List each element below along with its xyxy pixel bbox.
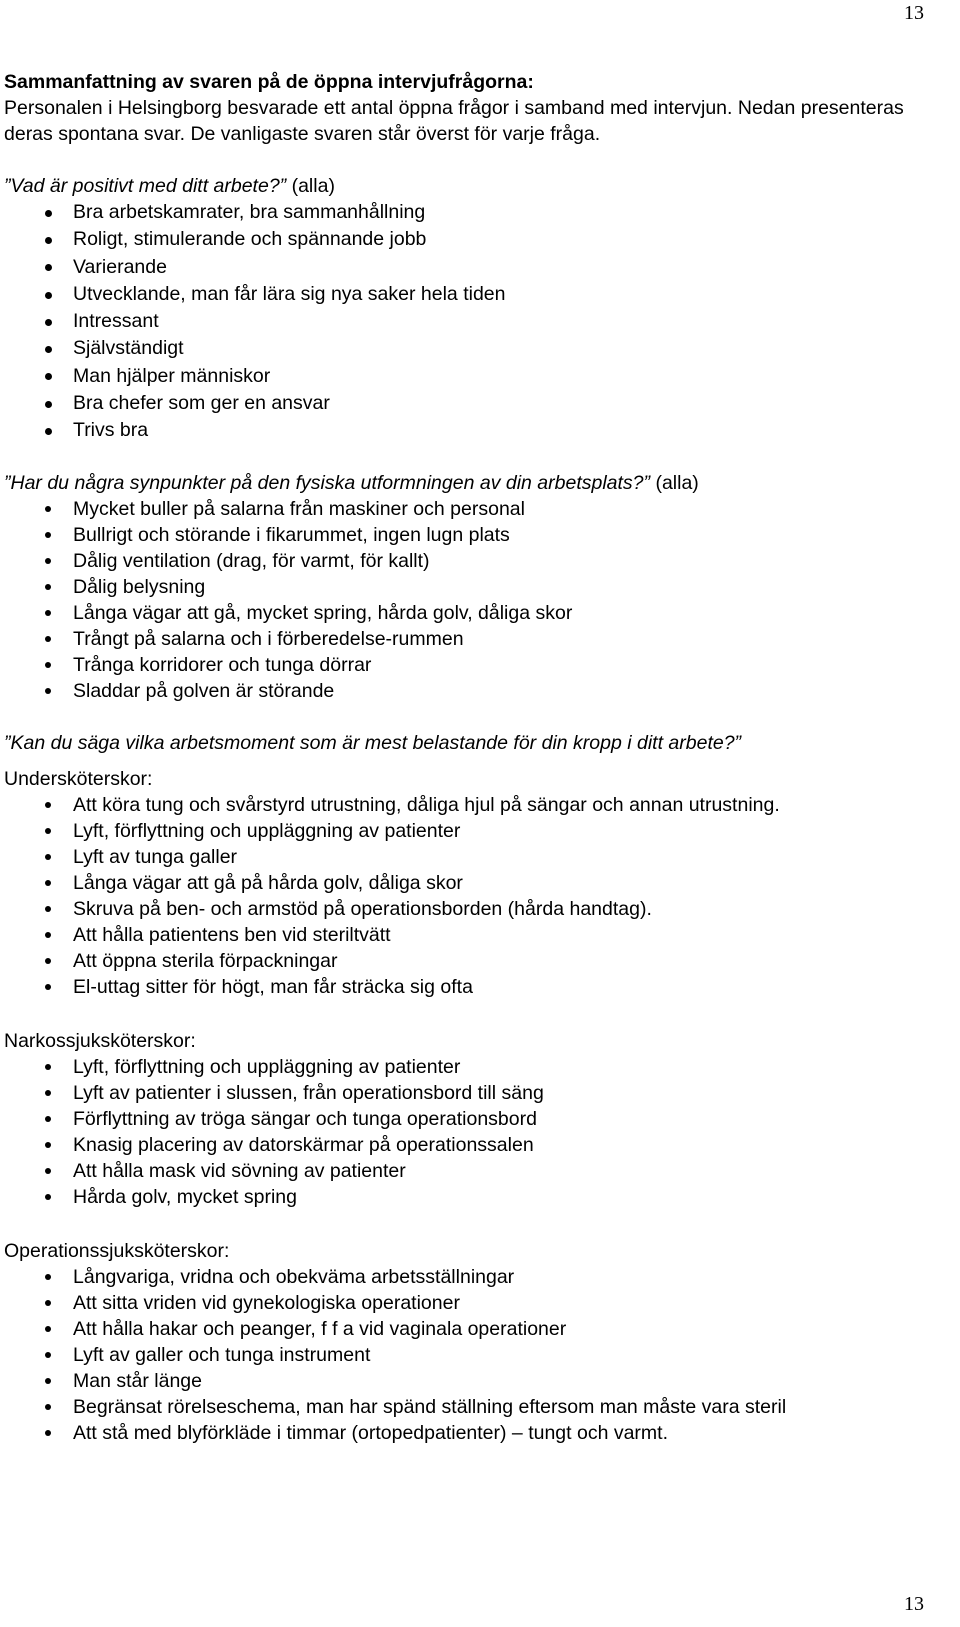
list-item <box>4 363 954 390</box>
list-item <box>4 574 954 600</box>
bullet-icon <box>45 932 51 938</box>
bullet-icon <box>45 1064 51 1070</box>
list-item-text: Att stå med blyförkläde i timmar (ortopedpatienter) – tungt och varmt. <box>73 1421 669 1444</box>
list-item <box>4 678 954 704</box>
list-item-text: Bullrigt och störande i fikarummet, ingen lugn plats <box>73 523 510 546</box>
list-item-text: Lyft av galler och tunga instrument <box>73 1343 371 1366</box>
list-item <box>4 896 954 922</box>
list-item <box>4 254 954 281</box>
list-item-text: Begränsat rörelseschema, man har spänd ställning eftersom man måste vara steril <box>73 1395 787 1418</box>
list-item <box>4 1290 954 1316</box>
list-item <box>4 1316 954 1342</box>
bullet-icon <box>45 373 52 380</box>
bullet-icon <box>45 1116 51 1122</box>
bullet-icon <box>45 319 52 326</box>
list-item <box>4 1420 954 1446</box>
bullet-icon <box>45 292 52 299</box>
bullet-icon <box>45 854 51 860</box>
bullet-icon <box>45 264 52 271</box>
bullet-icon <box>45 1404 51 1410</box>
bullet-icon <box>45 428 52 435</box>
bullet-icon <box>45 1352 51 1358</box>
bullet-icon <box>45 1378 51 1384</box>
bullet-icon <box>45 346 52 353</box>
bullet-icon <box>45 984 51 990</box>
bullet-icon <box>45 1274 51 1280</box>
list-item-text: Bra chefer som ger en ansvar <box>73 392 330 415</box>
list-item <box>4 308 954 335</box>
list-item-text: Intressant <box>73 310 159 333</box>
bullet-icon <box>45 237 52 244</box>
list-item <box>4 626 954 652</box>
bullet-icon <box>45 1326 51 1332</box>
list-item <box>4 1106 954 1132</box>
list-item <box>4 1158 954 1184</box>
list-item-text: Lyft, förflyttning och uppläggning av patienter <box>73 819 461 842</box>
list-item <box>4 1132 954 1158</box>
document-body <box>4 69 954 1446</box>
list-item-text: Trånga korridorer och tunga dörrar <box>73 653 372 676</box>
group-answers-narkossjukskoterskor <box>4 1054 954 1210</box>
list-item-text: Hårda golv, mycket spring <box>73 1185 297 1208</box>
bullet-icon <box>45 636 51 642</box>
question-1 <box>4 173 954 199</box>
list-item <box>4 600 954 626</box>
list-item-text: Man står länge <box>73 1369 202 1392</box>
list-item <box>4 922 954 948</box>
list-item-text: Dålig ventilation (drag, för varmt, för kallt) <box>73 549 430 572</box>
list-item-text: Utvecklande, man får lära sig nya saker hela tiden <box>73 282 506 305</box>
bullet-icon <box>45 802 51 808</box>
list-item-text: Dålig belysning <box>73 575 206 598</box>
list-item-text: Bra arbetskamrater, bra sammanhållning <box>73 201 426 223</box>
list-item <box>4 844 954 870</box>
group-label-operationssjukskoterskor: Operationssjuksköterskor: <box>4 1239 230 1262</box>
bullet-icon <box>45 1090 51 1096</box>
question-1-tag: (alla) <box>291 175 335 197</box>
group-answers-operationssjukskoterskor <box>4 1264 954 1446</box>
bullet-icon <box>45 1300 51 1306</box>
list-item <box>4 1184 954 1210</box>
list-item <box>4 417 954 444</box>
list-item-text: Långa vägar att gå, mycket spring, hårda golv, dåliga skor <box>73 601 573 624</box>
list-item <box>4 281 954 308</box>
list-item <box>4 1368 954 1394</box>
list-item <box>4 818 954 844</box>
list-item <box>4 792 954 818</box>
question-1-text: ”Vad är positivt med ditt arbete?” <box>4 175 287 197</box>
list-item-text: Trivs bra <box>73 419 149 442</box>
bullet-icon <box>45 558 51 564</box>
bullet-icon <box>45 610 51 616</box>
bullet-icon <box>45 1194 51 1200</box>
list-item <box>4 1080 954 1106</box>
list-item <box>4 226 954 253</box>
page-number-bottom: 13 <box>904 1593 924 1615</box>
bullet-icon <box>45 1430 51 1436</box>
list-item-text: Skruva på ben- och armstöd på operationsborden (hårda handtag). <box>73 897 652 920</box>
list-item-text: Mycket buller på salarna från maskiner och personal <box>73 497 525 520</box>
bullet-icon <box>45 688 51 694</box>
bullet-icon <box>45 1142 51 1148</box>
list-item <box>4 548 954 574</box>
bullet-icon <box>45 880 51 886</box>
list-item <box>4 974 954 1000</box>
list-item <box>4 390 954 417</box>
question-2-text: ”Har du några synpunkter på den fysiska utformningen av din arbetsplats?” <box>4 471 651 494</box>
bullet-icon <box>45 958 51 964</box>
bullet-icon <box>45 662 51 668</box>
bullet-icon <box>45 828 51 834</box>
list-item-text: El-uttag sitter för högt, man får sträcka sig ofta <box>73 975 473 998</box>
bullet-icon <box>45 532 51 538</box>
list-item <box>4 1342 954 1368</box>
list-item <box>4 1264 954 1290</box>
list-item <box>4 948 954 974</box>
list-item-text: Man hjälper människor <box>73 364 271 387</box>
list-item <box>4 496 954 522</box>
list-item-text: Trångt på salarna och i förberedelse-rummen <box>73 627 464 650</box>
list-item-text: Roligt, stimulerande och spännande jobb <box>73 228 427 251</box>
list-item-text: Lyft, förflyttning och uppläggning av patienter <box>73 1055 461 1078</box>
group-answers-underskoterskor <box>4 792 954 1000</box>
list-item-text: Lyft av patienter i slussen, från operationsbord till säng <box>73 1081 544 1104</box>
section-heading: Sammanfattning av svaren på de öppna intervjufrågorna: <box>4 71 534 93</box>
list-item <box>4 522 954 548</box>
list-item <box>4 870 954 896</box>
list-item-text: Lyft av tunga galler <box>73 845 238 868</box>
page-number-top: 13 <box>904 2 924 24</box>
list-item-text: Sladdar på golven är störande <box>73 679 335 702</box>
list-item-text: Att sitta vriden vid gynekologiska operationer <box>73 1291 460 1314</box>
list-item-text: Att öppna sterila förpackningar <box>73 949 338 972</box>
bullet-icon <box>45 210 52 217</box>
bullet-icon <box>45 1168 51 1174</box>
list-item-text: Att hålla hakar och peanger, f f a vid vaginala operationer <box>73 1317 567 1340</box>
intro-paragraph: Personalen i Helsingborg besvarade ett antal öppna frågor i samband med intervjun. Nedan presenteras deras spontana svar. De vanligaste svaren står överst för varje fråga. <box>4 97 904 145</box>
list-item-text: Förflyttning av tröga sängar och tunga operationsbord <box>73 1107 537 1130</box>
question-2 <box>4 470 954 496</box>
bullet-icon <box>45 906 51 912</box>
group-label-underskoterskor: Undersköterskor: <box>4 767 153 790</box>
list-item-text: Att hålla patientens ben vid steriltvätt <box>73 923 391 946</box>
list-item-text: Långvariga, vridna och obekväma arbetsställningar <box>73 1265 515 1288</box>
bullet-icon <box>45 401 52 408</box>
list-item-text: Självständigt <box>73 337 184 360</box>
list-item <box>4 335 954 362</box>
list-item-text: Långa vägar att gå på hårda golv, dåliga skor <box>73 871 463 894</box>
bullet-icon <box>45 584 51 590</box>
group-label-narkossjukskoterskor: Narkossjuksköterskor: <box>4 1029 196 1052</box>
list-item <box>4 1054 954 1080</box>
question-2-tag: (alla) <box>655 471 699 494</box>
question-3: ”Kan du säga vilka arbetsmoment som är mest belastande för din kropp i ditt arbete?” <box>4 731 742 754</box>
list-item <box>4 1394 954 1420</box>
list-item <box>4 652 954 678</box>
list-item-text: Att köra tung och svårstyrd utrustning, dåliga hjul på sängar och annan utrustning. <box>73 793 780 816</box>
question-1-answers <box>4 199 954 445</box>
list-item-text: Varierande <box>73 255 167 278</box>
list-item-text: Knasig placering av datorskärmar på operationssalen <box>73 1133 534 1156</box>
bullet-icon <box>45 506 51 512</box>
question-2-answers <box>4 496 954 704</box>
list-item <box>4 199 954 226</box>
list-item-text: Att hålla mask vid sövning av patienter <box>73 1159 406 1182</box>
